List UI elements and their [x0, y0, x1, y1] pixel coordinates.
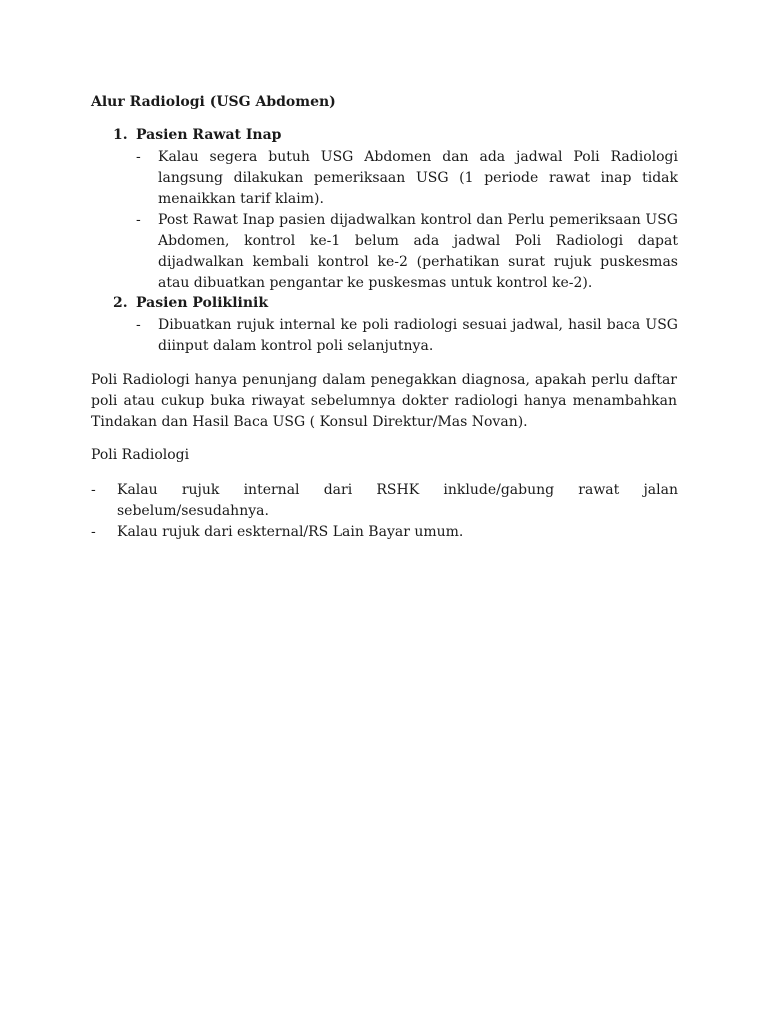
bullet-dash: - [91, 524, 96, 540]
document-title: Alur Radiologi (USG Abdomen) [91, 94, 336, 110]
subheading-poli-radiologi: Poli Radiologi [91, 447, 190, 463]
list-item [136, 210, 678, 294]
bullet-text: Dibuatkan rujuk internal ke poli radiologi sesuai jadwal, hasil baca USG diinput dalam kontrol poli selanjutnya. [158, 317, 678, 354]
section-number: 1. [113, 127, 128, 143]
section-title: Pasien Rawat Inap [136, 127, 282, 143]
bullet-dash: - [136, 149, 141, 165]
bullet-dash: - [136, 317, 141, 333]
bullet-text: Kalau rujuk internal dari RSHK inklude/gabung rawat jalan sebelum/sesudahnya. [117, 482, 678, 519]
bullet-dash: - [91, 482, 96, 498]
bullet-text: Kalau rujuk dari eskternal/RS Lain Bayar umum. [117, 524, 464, 540]
section-number: 2. [113, 295, 128, 311]
list-item [136, 315, 678, 357]
body-paragraph: Poli Radiologi hanya penunjang dalam penegakkan diagnosa, apakah perlu daftar poli atau cukup buka riwayat sebelumnya dokter radiologi hanya menambahkan Tindakan dan Hasil Baca USG ( Konsul Direktur/Mas Novan). [91, 372, 677, 430]
bullet-dash: - [136, 212, 141, 228]
bullet-text: Kalau segera butuh USG Abdomen dan ada jadwal Poli Radiologi langsung dilakukan pemeriksaan USG (1 periode rawat inap tidak menaikkan tarif klaim). [158, 149, 678, 207]
section-title: Pasien Poliklinik [136, 295, 269, 311]
list-item [91, 480, 678, 522]
bullet-text: Post Rawat Inap pasien dijadwalkan kontrol dan Perlu pemeriksaan USG Abdomen, kontrol ke-1 belum ada jadwal Poli Radiologi dapat dijadwalkan kembali kontrol ke-2 (perhatikan surat rujuk puskesmas atau dibuatkan pengantar ke puskesmas untuk kontrol ke-2). [158, 212, 678, 291]
list-item [136, 147, 678, 210]
section-heading-rawat-inap [113, 125, 513, 146]
section-heading-poliklinik [113, 293, 513, 314]
list-item [91, 522, 678, 543]
